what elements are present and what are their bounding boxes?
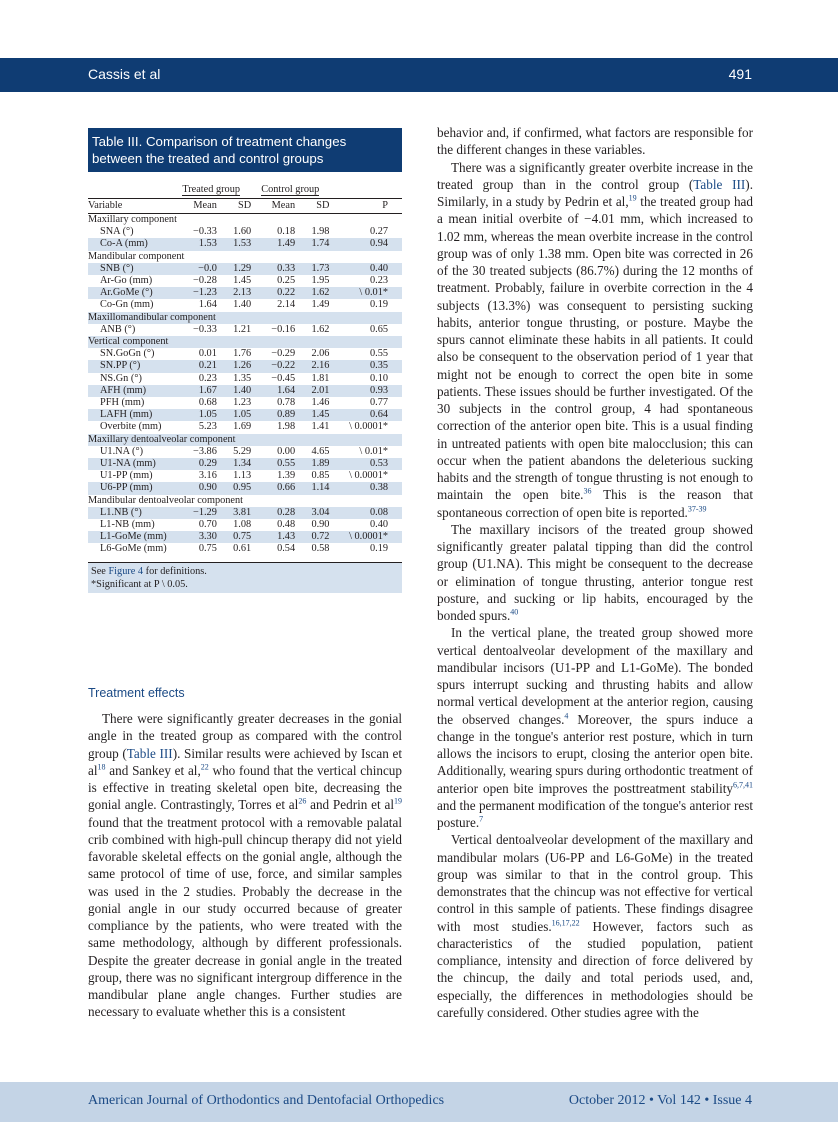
cell-p: 0.53 <box>329 458 402 470</box>
paragraph <box>437 521 753 625</box>
text-run: The maxillary incisors of the treated group showed significantly greater palatal tipping than did the control group (U1.NA). This might be consequent to the decrease or elimination of tongue thrusting, anterior tongue rest posture, and sucking or lip habits, encouraged by the bonded spurs. <box>437 521 753 623</box>
cell-control-sd: 0.85 <box>311 470 330 482</box>
cell-treated-mean: −3.86 <box>193 445 217 457</box>
cell-treated-sd: 1.21 <box>233 323 252 335</box>
cell-control-mean: 0.33 <box>251 263 295 275</box>
cell-variable: Co-Gn (mm) <box>100 299 154 311</box>
cell-control-mean: 2.14 <box>277 299 296 311</box>
running-footer <box>0 1082 838 1122</box>
table-column-header-row <box>88 199 402 214</box>
table-group-row <box>88 251 402 263</box>
cell-treated-sd: 1.34 <box>217 458 251 470</box>
cell-control-mean: 0.66 <box>251 482 295 494</box>
footnote-text: See <box>91 565 109 577</box>
cell-treated-sd: 1.26 <box>217 360 251 372</box>
col-header-variable: Variable <box>88 199 171 214</box>
table-reference-link[interactable]: Table III <box>126 745 173 761</box>
cell-treated-mean: −0.28 <box>193 275 217 287</box>
cell-treated-mean: −0.33 <box>193 323 217 335</box>
cell-p: 0.93 <box>329 385 402 397</box>
cell-control-mean: −0.22 <box>251 360 295 372</box>
cell-control-sd: 1.73 <box>295 263 329 275</box>
table-row <box>88 238 402 250</box>
table-row <box>88 348 402 360</box>
col-header-treated-sd: SD <box>217 199 251 214</box>
left-text-column <box>88 710 402 1021</box>
cell-variable: SNA (°) <box>100 226 134 238</box>
table-row <box>88 263 402 275</box>
citation-superscript[interactable]: 6,7,41 <box>733 780 753 790</box>
cell-treated-mean: 1.05 <box>171 409 217 421</box>
cell-p: 0.38 <box>329 482 402 494</box>
group-label: Maxillomandibular component <box>88 312 402 324</box>
cell-control-sd: 3.04 <box>295 507 329 519</box>
cell-control-sd: 1.41 <box>311 421 330 433</box>
cell-treated-sd: 0.95 <box>217 482 251 494</box>
citation-superscript[interactable]: 19 <box>628 193 637 203</box>
cell-treated-mean: 0.75 <box>198 543 217 555</box>
paragraph <box>437 624 753 831</box>
text-run: the treated group had a mean initial overbite of −4.01 mm, which increased to 1.02 mm, whereas the mean overbite increase in the control group was of only 1.38 mm. Open bite was corrected in 26 of the 30 treated subjects (86.7%) during the 12 months of treatment. Probably, failure in overbite correction in the 4 subjects (13.3%) was consequent to persisting sucking habits, anterior tongue thrusting, or posture. Maybe the spurs cannot eliminate these habits in all patients. It could also be consequent to the observation period of 1 year that might not be enough to correct the open bite in some patients. These issues should be further investigated. Of the 30 subjects in the control group, 4 had spontaneous correction of the anterior open bite. This is a usual finding in untreated patients with open bite malocclusion; this can occur when the patient abandons the deleterious sucking habits and the strength of tongue thrusting is not enough to maintain the open bite. <box>437 194 753 503</box>
cell-p: 0.40 <box>329 263 402 275</box>
text-run: Vertical dentoalveolar development of the maxillary and mandibular molars (U6-PP and L6-GoMe) in the treated group was similar to that in the control group. This demonstrates that the chincup was not effective for vertical control in this sample of patients. These findings disagree with most studies. <box>437 832 753 934</box>
cell-control-mean: 0.78 <box>277 397 296 409</box>
table-row <box>88 531 402 543</box>
cell-control-sd: 2.16 <box>295 360 329 372</box>
journal-name: American Journal of Orthodontics and Dentofacial Orthopedics <box>88 1093 445 1108</box>
cell-variable: U1.NA (°) <box>100 445 144 457</box>
cell-variable: U1-NA (mm) <box>88 458 171 470</box>
cell-p: 0.40 <box>369 519 388 531</box>
cell-control-sd: 1.89 <box>295 458 329 470</box>
cell-treated-sd: 1.05 <box>217 409 251 421</box>
cell-treated-sd: 2.13 <box>217 287 251 299</box>
table-row <box>88 397 402 409</box>
cell-treated-mean: 1.67 <box>171 385 217 397</box>
cell-p: 0.55 <box>369 348 388 360</box>
footnote-significance: *Significant at P \ 0.05. <box>91 578 188 590</box>
cell-treated-sd: 1.35 <box>233 372 252 384</box>
cell-control-sd: 1.62 <box>311 323 330 335</box>
table-group-row <box>88 434 402 446</box>
cell-treated-sd: 1.76 <box>233 348 252 360</box>
cell-control-mean: −0.45 <box>271 372 296 384</box>
cell-control-mean: 0.22 <box>251 287 295 299</box>
cell-treated-mean: −1.29 <box>171 507 217 519</box>
cell-control-sd: 2.06 <box>311 348 330 360</box>
cell-treated-mean: 0.01 <box>198 348 217 360</box>
cell-variable: L1-NB (mm) <box>100 519 155 531</box>
figure-4-link[interactable]: Figure 4 <box>108 565 144 577</box>
table-group-row <box>88 495 402 507</box>
table-row <box>88 519 402 531</box>
cell-control-sd: 0.72 <box>295 531 329 543</box>
group-label: Maxillary component <box>88 214 177 225</box>
text-run: There were significantly greater decreases in the gonial angle in the treated group as compared with the control group ( <box>88 711 402 761</box>
cell-control-sd: 1.62 <box>295 287 329 299</box>
table-row <box>88 421 402 433</box>
cell-p: 0.23 <box>369 275 388 287</box>
table-group-row <box>88 312 402 324</box>
cell-p: 0.64 <box>329 409 402 421</box>
cell-control-mean: 0.18 <box>277 226 296 238</box>
paragraph <box>437 159 753 521</box>
cell-treated-mean: −1.23 <box>171 287 217 299</box>
cell-control-sd: 1.45 <box>295 409 329 421</box>
cell-control-mean: 0.54 <box>277 543 296 555</box>
cell-treated-sd: 1.45 <box>233 275 252 287</box>
results-table <box>88 182 402 556</box>
text-run: and the permanent modification of the tongue's anterior rest posture. <box>437 797 753 830</box>
text-run: Moreover, the spurs induce a change in the tongue's anterior rest posture, which in turn allows the incisors to erupt, closing the anterior open bite. Additionally, wearing spurs during orthodontic treatment of anterior open bite improves the posttreatment stability <box>437 711 753 796</box>
cell-treated-mean: 0.21 <box>171 360 217 372</box>
cell-treated-sd: 3.81 <box>217 507 251 519</box>
cell-control-sd: 0.90 <box>311 519 330 531</box>
cell-p: 0.19 <box>369 299 388 311</box>
cell-control-sd: 1.49 <box>311 299 330 311</box>
table-row <box>88 324 402 336</box>
cell-variable: LAFH (mm) <box>88 409 171 421</box>
cell-variable: Ar.GoMe (°) <box>88 287 171 299</box>
cell-treated-sd: 1.69 <box>233 421 252 433</box>
table-row <box>88 482 402 494</box>
cell-control-mean: −0.29 <box>271 348 296 360</box>
section-heading-treatment-effects: Treatment effects <box>88 686 185 700</box>
text-run: ). Similarly, in a study by Pedrin et al, <box>437 176 753 209</box>
cell-control-sd: 4.65 <box>311 445 330 457</box>
cell-variable: Ar-Go (mm) <box>100 275 153 287</box>
text-run: This is the reason that spontaneous correction of open bite is reported. <box>437 487 753 520</box>
cell-control-sd: 2.01 <box>295 385 329 397</box>
cell-treated-sd: 1.53 <box>217 238 251 250</box>
cell-control-mean: 0.89 <box>251 409 295 421</box>
cell-p: 0.27 <box>369 226 388 238</box>
citation-superscript[interactable]: 16,17,22 <box>551 918 580 928</box>
table-row <box>88 470 402 482</box>
cell-variable: L1.NB (°) <box>88 507 171 519</box>
cell-treated-sd: 1.29 <box>217 263 251 275</box>
cell-treated-sd: 1.60 <box>233 226 252 238</box>
cell-control-mean: 1.98 <box>277 421 296 433</box>
running-header-authors: Cassis et al <box>88 66 161 82</box>
cell-control-mean: −0.16 <box>271 323 296 335</box>
citation-superscript[interactable]: 22 <box>200 762 209 772</box>
cell-p: \ 0.0001* <box>329 531 402 543</box>
text-run: and Pedrin et al <box>306 797 394 813</box>
table-row <box>88 373 402 385</box>
text-run: In the vertical plane, the treated group showed more vertical dentoalveolar development of the maxillary and mandibular incisors (U1-PP and L1-GoMe). The bonded spurs interrupt sucking and thrusting habits and allow normal vertical development at the anterior region, causing the observed changes. <box>437 625 753 727</box>
cell-treated-mean: 1.64 <box>198 299 217 311</box>
cell-control-mean: 1.39 <box>277 470 296 482</box>
cell-control-sd: 1.74 <box>295 238 329 250</box>
table-row <box>88 507 402 519</box>
group-label: Mandibular component <box>88 250 185 262</box>
table-row <box>88 287 402 299</box>
table-reference-link[interactable]: Table III <box>693 176 746 192</box>
table-row <box>88 446 402 458</box>
paragraph <box>88 710 402 1021</box>
citation-superscript[interactable]: 36 <box>583 486 592 496</box>
cell-variable: AFH (mm) <box>88 385 171 397</box>
cell-treated-sd: 1.40 <box>233 299 252 311</box>
issue-info: October 2012 • Vol 142 • Issue 4 <box>568 1093 752 1108</box>
cell-p: \ 0.0001* <box>349 470 388 482</box>
cell-p: \ 0.01* <box>359 445 388 457</box>
treated-group-header: Treated group <box>182 183 240 195</box>
cell-variable: SN.GoGn (°) <box>100 348 155 360</box>
cell-variable: NS.Gn (°) <box>100 372 142 384</box>
table-row <box>88 409 402 421</box>
text-run: and Sankey et al, <box>105 762 201 778</box>
col-header-control-mean: Mean <box>251 199 295 214</box>
citation-superscript[interactable]: 40 <box>510 607 519 617</box>
cell-control-sd: 1.46 <box>311 397 330 409</box>
cell-control-mean: 0.25 <box>277 275 296 287</box>
citation-superscript[interactable]: 26 <box>298 796 307 806</box>
cell-p: \ 0.01* <box>329 287 402 299</box>
cell-treated-mean: 5.23 <box>198 421 217 433</box>
cell-control-mean: 0.48 <box>277 519 296 531</box>
cell-control-sd: 1.81 <box>311 372 330 384</box>
control-group-header: Control group <box>261 183 320 195</box>
col-header-treated-mean: Mean <box>171 199 217 214</box>
page-number: 491 <box>728 66 752 82</box>
cell-p: 0.77 <box>369 397 388 409</box>
cell-treated-sd: 0.61 <box>233 543 252 555</box>
text-run: There was a significantly greater overbite increase in the treated group than in the control group ( <box>437 159 753 192</box>
cell-control-mean: 1.64 <box>251 385 295 397</box>
cell-p: 0.94 <box>329 238 402 250</box>
table-row <box>88 226 402 238</box>
cell-variable: SNB (°) <box>88 263 171 275</box>
cell-treated-sd: 1.23 <box>233 397 252 409</box>
cell-variable: SN.PP (°) <box>88 360 171 372</box>
cell-control-mean: 0.00 <box>277 445 296 457</box>
cell-p: 0.10 <box>369 372 388 384</box>
cell-control-mean: 0.55 <box>251 458 295 470</box>
table-title: Table III. Comparison of treatment changes between the treated and control groups <box>88 128 402 172</box>
cell-variable: L6-GoMe (mm) <box>100 543 167 555</box>
col-header-control-sd: SD <box>295 199 329 214</box>
cell-treated-sd: 1.40 <box>217 385 251 397</box>
cell-variable: PFH (mm) <box>100 397 145 409</box>
citation-superscript[interactable]: 7 <box>479 814 484 824</box>
cell-variable: L1-GoMe (mm) <box>88 531 171 543</box>
text-run: ). Similar results were achieved by Iscan et al <box>88 745 402 778</box>
cell-control-sd: 1.98 <box>311 226 330 238</box>
cell-variable: U1-PP (mm) <box>100 470 153 482</box>
cell-treated-mean: 3.30 <box>171 531 217 543</box>
cell-treated-mean: 1.53 <box>171 238 217 250</box>
table-row <box>88 275 402 287</box>
table-footnote <box>88 562 402 593</box>
cell-control-mean: 1.43 <box>251 531 295 543</box>
running-header <box>0 58 838 92</box>
table-row <box>88 360 402 372</box>
footnote-text: for definitions. <box>143 565 207 577</box>
citation-superscript[interactable]: 37-39 <box>687 504 707 514</box>
text-run: who found that the vertical chincup is effective in treating skeletal open bite, decreasing the gonial angle. Contrastingly, Torres et al <box>88 762 402 813</box>
right-text-column <box>437 124 753 1021</box>
group-label: Maxillary dentoalveolar component <box>88 434 402 446</box>
col-header-p: P <box>329 199 402 214</box>
cell-control-sd: 1.14 <box>295 482 329 494</box>
cell-treated-mean: −0.33 <box>193 226 217 238</box>
cell-p: \ 0.0001* <box>349 421 388 433</box>
cell-treated-sd: 0.75 <box>217 531 251 543</box>
cell-treated-mean: 3.16 <box>198 470 217 482</box>
table-group-row <box>88 336 402 348</box>
cell-treated-sd: 1.08 <box>233 519 252 531</box>
citation-superscript[interactable]: 4 <box>564 711 569 721</box>
table-3 <box>88 128 402 593</box>
cell-control-sd: 0.58 <box>311 543 330 555</box>
table-row <box>88 385 402 397</box>
cell-variable: U6-PP (mm) <box>88 482 171 494</box>
citation-superscript[interactable]: 19 <box>394 796 402 806</box>
paragraph <box>437 831 753 1021</box>
cell-treated-mean: 0.70 <box>198 519 217 531</box>
cell-p: 0.08 <box>329 507 402 519</box>
cell-treated-sd: 1.13 <box>233 470 252 482</box>
table-row <box>88 543 402 555</box>
cell-treated-mean: −0.0 <box>171 263 217 275</box>
cell-p: 0.65 <box>369 323 388 335</box>
table-group-row <box>88 214 402 227</box>
cell-variable: Overbite (mm) <box>100 421 162 433</box>
table-row <box>88 458 402 470</box>
cell-treated-mean: 0.23 <box>198 372 217 384</box>
cell-p: 0.35 <box>329 360 402 372</box>
cell-control-mean: 1.49 <box>251 238 295 250</box>
group-label: Mandibular dentoalveolar component <box>88 494 243 506</box>
text-run: However, factors such as characteristics of the studied population, patient compliance, intensity and direction of force delivered by the chincup, the daily and total periods used, and, especially, the differences in methodologies should be carefully considered. Other studies agree with the <box>437 918 753 1020</box>
cell-variable: Co-A (mm) <box>88 238 171 250</box>
cell-control-sd: 1.95 <box>311 275 330 287</box>
table-group-header-row <box>88 182 402 199</box>
citation-superscript[interactable]: 18 <box>97 762 106 772</box>
paragraph: behavior and, if confirmed, what factors are responsible for the different changes in these variables. <box>437 125 753 158</box>
cell-treated-mean: 0.29 <box>171 458 217 470</box>
cell-p: 0.19 <box>369 543 388 555</box>
cell-control-mean: 0.28 <box>251 507 295 519</box>
table-row <box>88 299 402 311</box>
cell-variable: ANB (°) <box>100 323 136 335</box>
cell-treated-mean: 0.90 <box>171 482 217 494</box>
cell-treated-sd: 5.29 <box>233 445 252 457</box>
cell-treated-mean: 0.68 <box>198 397 217 409</box>
group-label: Vertical component <box>88 336 402 348</box>
text-run: found that the treatment protocol with a removable palatal crib combined with high-pull chincup therapy did not yield favorable skeletal effects on the gonial angle, although the same protocol of time of use, force, and similar samples was used in the 2 studies. Probably the decrease in the gonial angle in our study occurred because of greater compliance by the patients, who were treated with the same methodology, although by different professionals. Despite the greater decrease in gonial angle in the treated group, there was no significant intergroup difference in the mandibular plane angle changes. Further studies are necessary to evaluate whether this is a consistent <box>88 814 402 1020</box>
